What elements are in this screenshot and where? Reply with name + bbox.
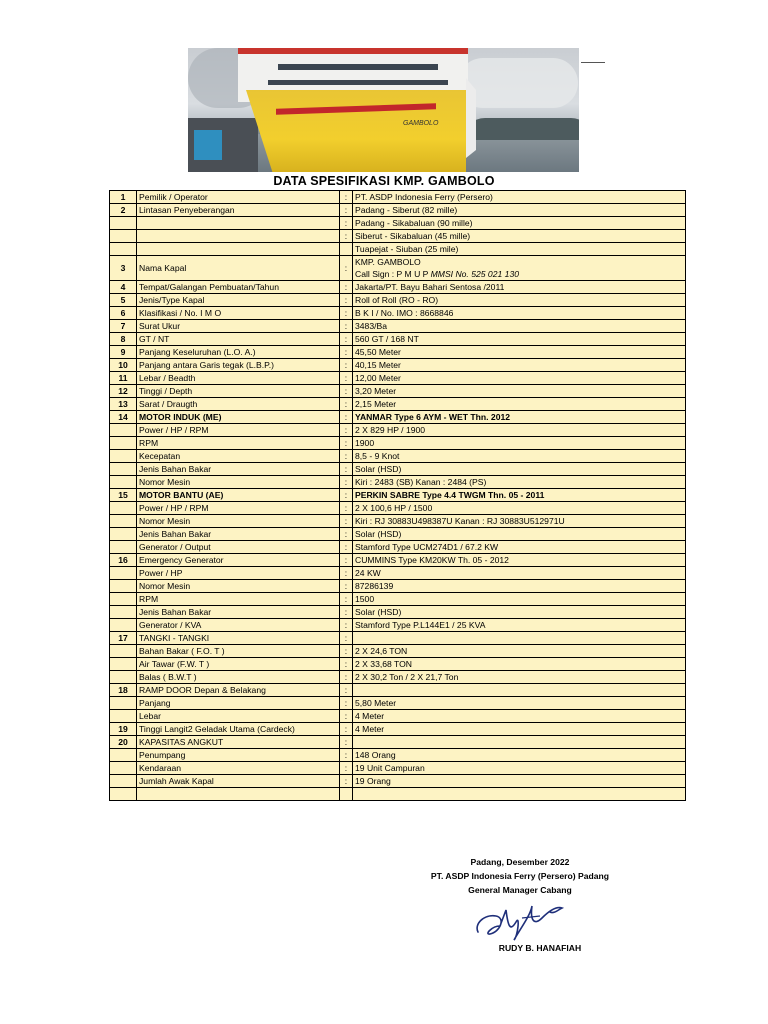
spec-label: Penumpang: [137, 749, 340, 762]
spec-row: [110, 281, 686, 294]
spec-row: [110, 346, 686, 359]
spec-label: [137, 243, 340, 256]
spec-value: 2 X 33,68 TON: [353, 658, 686, 671]
spec-label: Bahan Bakar ( F.O. T ): [137, 645, 340, 658]
spec-row: [110, 372, 686, 385]
spec-row: [110, 632, 686, 645]
spec-row: [110, 541, 686, 554]
spec-value: Stamford Type UCM274D1 / 67.2 KW: [353, 541, 686, 554]
separator: :: [340, 671, 353, 684]
spec-row: [110, 191, 686, 204]
separator: :: [340, 346, 353, 359]
separator: :: [340, 580, 353, 593]
separator: :: [340, 567, 353, 580]
spec-label: Jenis/Type Kapal: [137, 294, 340, 307]
spec-label: GT / NT: [137, 333, 340, 346]
row-number: [110, 217, 137, 230]
spec-value: Kiri : RJ 30883U498387U Kanan : RJ 30883U512971U: [353, 515, 686, 528]
row-number: [110, 619, 137, 632]
spec-label: Power / HP / RPM: [137, 424, 340, 437]
spec-label: Kendaraan: [137, 762, 340, 775]
row-number: 15: [110, 489, 137, 502]
spec-row: [110, 710, 686, 723]
row-number: 4: [110, 281, 137, 294]
separator: :: [340, 230, 353, 243]
separator: :: [340, 450, 353, 463]
row-number: [110, 645, 137, 658]
spec-value: 12,00 Meter: [353, 372, 686, 385]
ship-windows: [278, 64, 438, 70]
row-number: 9: [110, 346, 137, 359]
spec-label: Nomor Mesin: [137, 580, 340, 593]
row-number: [110, 697, 137, 710]
separator: :: [340, 294, 353, 307]
spec-value: Kiri : 2483 (SB) Kanan : 2484 (PS): [353, 476, 686, 489]
spec-row: [110, 463, 686, 476]
separator: :: [340, 762, 353, 775]
spec-value: 2 X 24,6 TON: [353, 645, 686, 658]
spec-label: Sarat / Draugth: [137, 398, 340, 411]
spec-row: [110, 606, 686, 619]
separator: :: [340, 307, 353, 320]
spec-label: Lintasan Penyeberangan: [137, 204, 340, 217]
row-number: [110, 463, 137, 476]
spec-value: [353, 632, 686, 645]
row-number: 13: [110, 398, 137, 411]
spec-row: [110, 775, 686, 788]
spec-value: Tuapejat - Siuban (25 mile): [353, 243, 686, 256]
spec-row: [110, 671, 686, 684]
dock-structure: [194, 130, 222, 160]
spec-label: TANGKI - TANGKI: [137, 632, 340, 645]
spec-label: [137, 217, 340, 230]
separator: :: [340, 411, 353, 424]
spec-row: [110, 593, 686, 606]
separator: :: [340, 217, 353, 230]
spec-label: Jenis Bahan Bakar: [137, 528, 340, 541]
separator: :: [340, 463, 353, 476]
spec-row: [110, 307, 686, 320]
spec-row: [110, 294, 686, 307]
row-number: 19: [110, 723, 137, 736]
row-number: [110, 424, 137, 437]
spec-value: B K I / No. IMO : 8668846: [353, 307, 686, 320]
spec-row: [110, 684, 686, 697]
spec-label: Kecepatan: [137, 450, 340, 463]
spec-label: Power / HP / RPM: [137, 502, 340, 515]
row-number: [110, 749, 137, 762]
row-number: [110, 710, 137, 723]
row-number: [110, 541, 137, 554]
separator: [340, 243, 353, 256]
separator: :: [340, 204, 353, 217]
spec-label: Power / HP: [137, 567, 340, 580]
separator: :: [340, 424, 353, 437]
spec-row: [110, 762, 686, 775]
row-number: 14: [110, 411, 137, 424]
row-number: 5: [110, 294, 137, 307]
separator: :: [340, 606, 353, 619]
spec-value: 5,80 Meter: [353, 697, 686, 710]
row-number: [110, 476, 137, 489]
row-number: [110, 528, 137, 541]
spec-value: YANMAR Type 6 AYM - WET Thn. 2012: [353, 411, 686, 424]
spec-label: [137, 230, 340, 243]
spec-value: 2 X 100,6 HP / 1500: [353, 502, 686, 515]
separator: :: [340, 723, 353, 736]
spec-row: [110, 333, 686, 346]
separator: :: [340, 191, 353, 204]
spec-row: [110, 619, 686, 632]
row-number: 10: [110, 359, 137, 372]
spec-label: Surat Ukur: [137, 320, 340, 333]
spec-label: Panjang Keseluruhan (L.O. A.): [137, 346, 340, 359]
spec-row: [110, 489, 686, 502]
spec-label: Jenis Bahan Bakar: [137, 463, 340, 476]
row-number: [110, 671, 137, 684]
call-sign-line: [355, 268, 683, 280]
spec-value: PT. ASDP Indonesia Ferry (Persero): [353, 191, 686, 204]
spec-value: 87286139: [353, 580, 686, 593]
separator: :: [340, 489, 353, 502]
row-number: 6: [110, 307, 137, 320]
signatory-name: RUDY B. HANAFIAH: [498, 943, 582, 953]
separator: :: [340, 645, 353, 658]
separator: :: [340, 281, 353, 294]
separator: :: [340, 502, 353, 515]
row-number: 7: [110, 320, 137, 333]
separator: :: [340, 619, 353, 632]
spec-row: [110, 450, 686, 463]
row-number: [110, 243, 137, 256]
spec-value: Padang - Siberut (82 mille): [353, 204, 686, 217]
row-number: [110, 450, 137, 463]
separator: :: [340, 437, 353, 450]
hull-name: GAMBOLO: [403, 120, 439, 127]
spec-value: Solar (HSD): [353, 463, 686, 476]
spec-label: Nama Kapal: [137, 256, 340, 281]
spec-label: Panjang antara Garis tegak (L.B.P.): [137, 359, 340, 372]
row-number: [110, 502, 137, 515]
row-number: 2: [110, 204, 137, 217]
row-number: [110, 515, 137, 528]
row-number: [110, 775, 137, 788]
spec-value: [353, 256, 686, 281]
spec-row: [110, 256, 686, 281]
ship-photo: [188, 48, 579, 172]
separator: :: [340, 697, 353, 710]
spec-value: 3483/Ba: [353, 320, 686, 333]
row-number: 11: [110, 372, 137, 385]
spec-row: [110, 320, 686, 333]
separator: :: [340, 385, 353, 398]
spec-label: MOTOR INDUK (ME): [137, 411, 340, 424]
cloud: [458, 58, 578, 108]
spec-row: [110, 243, 686, 256]
separator: :: [340, 541, 353, 554]
spec-label: Jumlah Awak Kapal: [137, 775, 340, 788]
spec-value: 19 Orang: [353, 775, 686, 788]
spec-value: 4 Meter: [353, 723, 686, 736]
spec-value: 4 Meter: [353, 710, 686, 723]
spec-value: [353, 788, 686, 801]
row-number: 18: [110, 684, 137, 697]
spec-value: Padang - Sikabaluan (90 mille): [353, 217, 686, 230]
separator: :: [340, 359, 353, 372]
row-number: [110, 788, 137, 801]
ship-windows: [268, 80, 448, 85]
separator: :: [340, 749, 353, 762]
separator: :: [340, 736, 353, 749]
spec-row: [110, 424, 686, 437]
mmsi-number: MMSI No. 525 021 130: [430, 269, 520, 279]
spec-label: Tinggi / Depth: [137, 385, 340, 398]
spec-label: Air Tawar (F.W. T ): [137, 658, 340, 671]
spec-label: Emergency Generator: [137, 554, 340, 567]
separator: :: [340, 684, 353, 697]
spec-value: 148 Orang: [353, 749, 686, 762]
row-number: 12: [110, 385, 137, 398]
row-number: 3: [110, 256, 137, 281]
spec-label: Panjang: [137, 697, 340, 710]
spec-label: Klasifikasi / No. I M O: [137, 307, 340, 320]
spec-value: Stamford Type P.L144E1 / 25 KVA: [353, 619, 686, 632]
separator: [340, 788, 353, 801]
spec-row: [110, 204, 686, 217]
place-date: Padang, Desember 2022: [470, 857, 570, 867]
separator: :: [340, 320, 353, 333]
spec-value: 19 Unit Campuran: [353, 762, 686, 775]
spec-row: [110, 359, 686, 372]
page-title: DATA SPESIFIKASI KMP. GAMBOLO: [273, 174, 495, 188]
row-number: [110, 762, 137, 775]
spec-label: KAPASITAS ANGKUT: [137, 736, 340, 749]
separator: :: [340, 372, 353, 385]
separator: :: [340, 256, 353, 281]
spec-value: 2,15 Meter: [353, 398, 686, 411]
row-number: 20: [110, 736, 137, 749]
spec-label: RPM: [137, 437, 340, 450]
spec-value: Solar (HSD): [353, 528, 686, 541]
spec-label: [137, 788, 340, 801]
row-number: 17: [110, 632, 137, 645]
row-number: [110, 580, 137, 593]
spec-row: [110, 788, 686, 801]
spec-value: 1500: [353, 593, 686, 606]
spec-row: [110, 230, 686, 243]
spec-value: 3,20 Meter: [353, 385, 686, 398]
row-number: [110, 437, 137, 450]
row-number: [110, 606, 137, 619]
row-number: 16: [110, 554, 137, 567]
signature: [470, 896, 570, 944]
spec-label: Lebar: [137, 710, 340, 723]
separator: :: [340, 593, 353, 606]
spec-row: [110, 580, 686, 593]
spec-row: [110, 554, 686, 567]
spec-value: 24 KW: [353, 567, 686, 580]
ship-name-value: KMP. GAMBOLO: [355, 257, 421, 267]
spec-label: Pemilik / Operator: [137, 191, 340, 204]
call-sign: Call Sign : P M U P: [355, 269, 431, 279]
separator: :: [340, 710, 353, 723]
spec-row: [110, 502, 686, 515]
divider: [581, 62, 605, 63]
row-number: 8: [110, 333, 137, 346]
spec-row: [110, 749, 686, 762]
row-number: [110, 593, 137, 606]
spec-value: 2 X 829 HP / 1900: [353, 424, 686, 437]
spec-label: RAMP DOOR Depan & Belakang: [137, 684, 340, 697]
spec-value: Roll of Roll (RO - RO): [353, 294, 686, 307]
spec-value: 2 X 30,2 Ton / 2 X 21,7 Ton: [353, 671, 686, 684]
spec-row: [110, 567, 686, 580]
spec-row: [110, 411, 686, 424]
spec-value: PERKIN SABRE Type 4.4 TWGM Thn. 05 - 2011: [353, 489, 686, 502]
spec-row: [110, 723, 686, 736]
ship-stern: [466, 78, 476, 158]
separator: :: [340, 528, 353, 541]
separator: :: [340, 632, 353, 645]
spec-label: RPM: [137, 593, 340, 606]
hill: [463, 118, 579, 140]
spec-label: Generator / KVA: [137, 619, 340, 632]
spec-row: [110, 476, 686, 489]
spec-value: 45,50 Meter: [353, 346, 686, 359]
row-number: 1: [110, 191, 137, 204]
separator: :: [340, 658, 353, 671]
spec-label: Jenis Bahan Bakar: [137, 606, 340, 619]
spec-row: [110, 385, 686, 398]
spec-row: [110, 528, 686, 541]
spec-table: [109, 190, 686, 801]
position-title: General Manager Cabang: [468, 885, 572, 895]
spec-row: [110, 217, 686, 230]
row-number: [110, 567, 137, 580]
spec-value: Siberut - Sikabaluan (45 mille): [353, 230, 686, 243]
spec-row: [110, 658, 686, 671]
spec-label: Generator / Output: [137, 541, 340, 554]
spec-row: [110, 515, 686, 528]
spec-value: Jakarta/PT. Bayu Bahari Sentosa /2011: [353, 281, 686, 294]
spec-row: [110, 736, 686, 749]
separator: :: [340, 398, 353, 411]
spec-row: [110, 697, 686, 710]
spec-label: Nomor Mesin: [137, 515, 340, 528]
separator: :: [340, 333, 353, 346]
spec-value: 40,15 Meter: [353, 359, 686, 372]
spec-value: 8,5 - 9 Knot: [353, 450, 686, 463]
row-number: [110, 230, 137, 243]
spec-label: Tempat/Galangan Pembuatan/Tahun: [137, 281, 340, 294]
separator: :: [340, 515, 353, 528]
company-name: PT. ASDP Indonesia Ferry (Persero) Padang: [430, 871, 610, 881]
separator: :: [340, 476, 353, 489]
spec-row: [110, 645, 686, 658]
spec-value: [353, 736, 686, 749]
spec-row: [110, 398, 686, 411]
spec-label: Balas ( B.W.T ): [137, 671, 340, 684]
spec-row: [110, 437, 686, 450]
spec-label: MOTOR BANTU (AE): [137, 489, 340, 502]
spec-label: Nomor Mesin: [137, 476, 340, 489]
row-number: [110, 658, 137, 671]
spec-value: CUMMINS Type KM20KW Th. 05 - 2012: [353, 554, 686, 567]
separator: :: [340, 775, 353, 788]
separator: :: [340, 554, 353, 567]
spec-value: Solar (HSD): [353, 606, 686, 619]
spec-label: Lebar / Beadth: [137, 372, 340, 385]
spec-value: [353, 684, 686, 697]
spec-label: Tinggi Langit2 Geladak Utama (Cardeck): [137, 723, 340, 736]
spec-value: 560 GT / 168 NT: [353, 333, 686, 346]
spec-value: 1900: [353, 437, 686, 450]
